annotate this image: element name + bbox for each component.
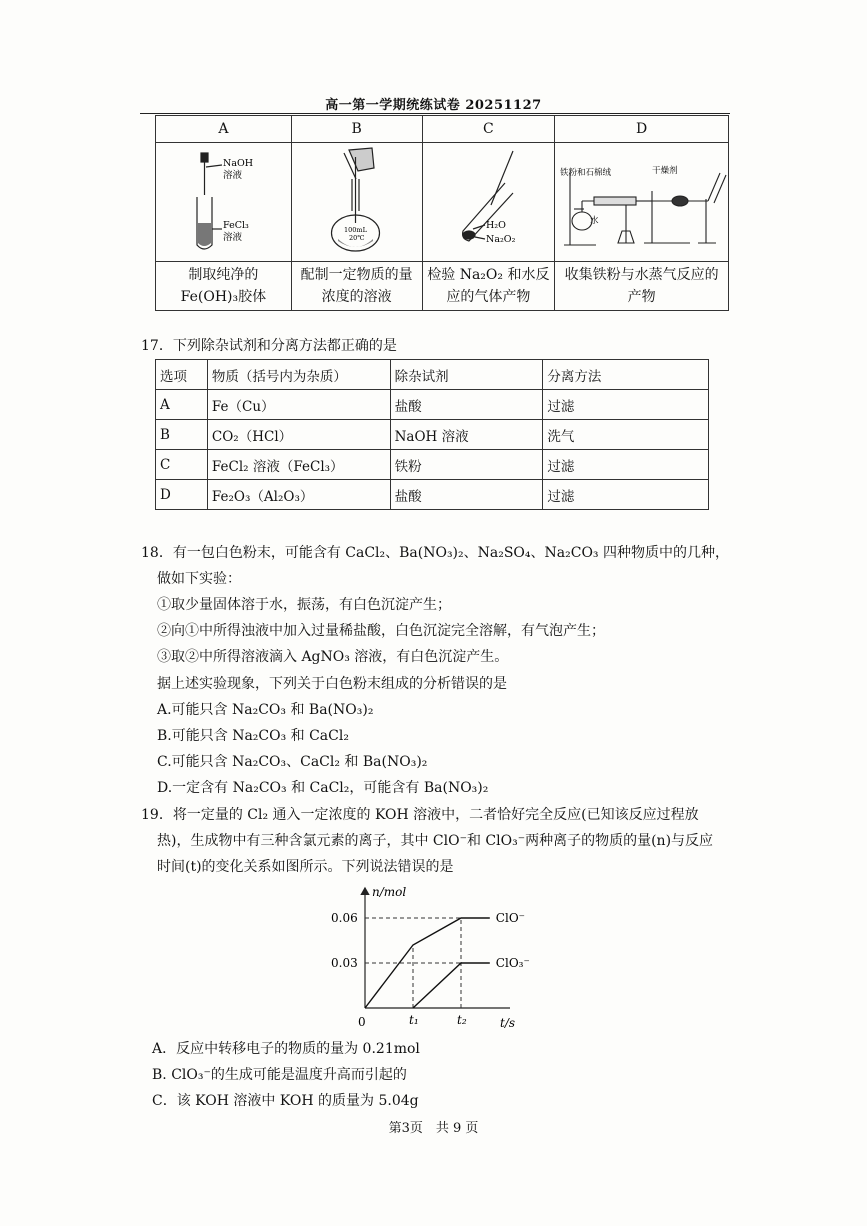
label-20c: 20℃ [349, 234, 365, 242]
table-row [156, 480, 709, 510]
label-naoh: NaOH [223, 158, 254, 169]
apparatus-b-cell [291, 143, 422, 262]
q18-option-b: B.可能只含 Na₂CO₃ 和 CaCl₂ [157, 728, 349, 744]
q18-step-3: ③取②中所得溶液滴入 AgNO₃ 溶液，有白色沉淀产生。 [157, 649, 509, 665]
caption-a-line2: Fe(OH)₃胶体 [180, 289, 267, 305]
cell: NaOH 溶液 [390, 420, 543, 450]
y-tick-label: 0.06 [331, 911, 358, 925]
apparatus-d-cell [555, 143, 729, 262]
apparatus-c-cell [422, 143, 555, 262]
cell: Fe₂O₃（Al₂O₃） [207, 480, 390, 510]
cell: 盐酸 [390, 480, 543, 510]
caption-d-line1: 收集铁粉与水蒸气反应的 [564, 267, 719, 283]
y-tick-label: 0.03 [331, 956, 358, 970]
q19-stem-line2: 热)，生成物中有三种含氯元素的离子，其中 ClO⁻和 ClO₃⁻两种离子的物质的量(n)与反应 [157, 833, 714, 849]
label-na2o2: Na₂O₂ [485, 234, 516, 245]
cell: 铁粉 [390, 450, 543, 480]
q19-option-b: B. ClO₃⁻的生成可能是温度升高而引起的 [152, 1067, 407, 1083]
col-header-a: A [156, 116, 292, 143]
cell: CO₂（HCl） [207, 420, 390, 450]
q19-stem-line3: 时间(t)的变化关系如图所示。下列说法错误的是 [157, 859, 454, 875]
label-fecl3-solution: 溶液 [223, 232, 243, 243]
caption-d-line2: 产物 [627, 289, 656, 305]
cell: D [156, 480, 208, 510]
caption-b [291, 262, 422, 311]
iron-steam-apparatus-diagram [556, 143, 728, 257]
apparatus-table [155, 115, 729, 311]
q17-header-row [156, 360, 709, 390]
label-100ml: 100mL [344, 226, 368, 234]
q17-col-reagent: 除杂试剂 [390, 360, 543, 390]
table-row [156, 450, 709, 480]
label-h2o: H₂O [485, 220, 506, 231]
series-label-1: ClO₃⁻ [495, 956, 530, 970]
cell: 洗气 [543, 420, 709, 450]
q19-stem-line1: 19．将一定量的 Cl₂ 通入一定浓度的 KOH 溶液中，二者恰好完全反应(已知该反应过程放 [141, 807, 699, 823]
caption-b-line2: 浓度的溶液 [321, 289, 392, 305]
q19-option-c: C．该 KOH 溶液中 KOH 的质量为 5.04g [152, 1093, 419, 1109]
cell: 过滤 [543, 480, 709, 510]
x-tick-label: t₁ [409, 1013, 419, 1027]
x-tick-label: t₂ [457, 1013, 467, 1027]
q18-option-a: A.可能只含 Na₂CO₃ 和 Ba(NO₃)₂ [157, 702, 374, 718]
table-row [156, 390, 709, 420]
y-axis-label: n/mol [372, 885, 407, 899]
cell: C [156, 450, 208, 480]
q18-option-c: C.可能只含 Na₂CO₃、CaCl₂ 和 Ba(NO₃)₂ [157, 754, 428, 770]
cell: Fe（Cu） [207, 390, 390, 420]
caption-d [555, 262, 729, 311]
q18-stem-line2: 做如下实验： [157, 571, 241, 587]
cell: FeCl₂ 溶液（FeCl₃） [207, 450, 390, 480]
label-naoh-solution: 溶液 [223, 170, 243, 181]
col-header-c: C [422, 116, 555, 143]
q17-table [155, 359, 709, 510]
col-header-d: D [555, 116, 729, 143]
label-iron-asbestos: 铁粉和石棉绒 [559, 168, 611, 178]
caption-c-line1: 检验 Na₂O₂ 和水反 [427, 267, 550, 283]
caption-a-line1: 制取纯净的 [188, 267, 259, 283]
x-axis-label: t/s [500, 1016, 516, 1030]
page-footer: 第3页 共 9 页 [388, 1121, 479, 1136]
q19-chart [320, 880, 560, 1040]
q18-question: 据上述实验现象，下列关于白色粉末组成的分析错误的是 [157, 676, 507, 692]
q18-stem-line1: 18．有一包白色粉末，可能含有 CaCl₂、Ba(NO₃)₂、Na₂SO₄、Na₂CO₃ 四种物质中的几种， [141, 545, 729, 561]
cell: 过滤 [543, 450, 709, 480]
dropper-testtube-diagram [156, 143, 290, 257]
series-line-1 [413, 963, 490, 1008]
q17-stem: 17．下列除杂试剂和分离方法都正确的是 [141, 338, 397, 354]
label-water: 水 [589, 216, 599, 226]
apparatus-a-cell [156, 143, 292, 262]
q19-option-a: A．反应中转移电子的物质的量为 0.21mol [152, 1041, 420, 1057]
cell: B [156, 420, 208, 450]
caption-c-line2: 应的气体产物 [446, 289, 531, 305]
cell: A [156, 390, 208, 420]
series-label-0: ClO⁻ [495, 911, 526, 925]
label-desiccant: 干燥剂 [651, 166, 678, 176]
tilted-testtube-diagram [423, 143, 554, 257]
q17-col-method: 分离方法 [543, 360, 709, 390]
caption-c [422, 262, 555, 311]
q17-col-option: 选项 [156, 360, 208, 390]
q18-step-2: ②向①中所得浊液中加入过量稀盐酸，白色沉淀完全溶解，有气泡产生； [157, 623, 605, 639]
q17-col-substance: 物质（括号内为杂质） [207, 360, 390, 390]
q18-option-d: D.一定含有 Na₂CO₃ 和 CaCl₂，可能含有 Ba(NO₃)₂ [157, 780, 489, 796]
page-header-title: 高一第一学期统练试卷 20251127 [325, 98, 542, 113]
caption-a [156, 262, 292, 311]
volumetric-flask-diagram [292, 143, 421, 257]
q18-step-1: ①取少量固体溶于水，振荡，有白色沉淀产生； [157, 597, 451, 613]
table-row [156, 420, 709, 450]
caption-b-line1: 配制一定物质的量 [300, 267, 413, 283]
cell: 盐酸 [390, 390, 543, 420]
col-header-b: B [291, 116, 422, 143]
label-fecl3: FeCl₃ [223, 220, 250, 231]
cell: 过滤 [543, 390, 709, 420]
header-rule [140, 113, 730, 114]
origin-label: 0 [358, 1015, 366, 1029]
